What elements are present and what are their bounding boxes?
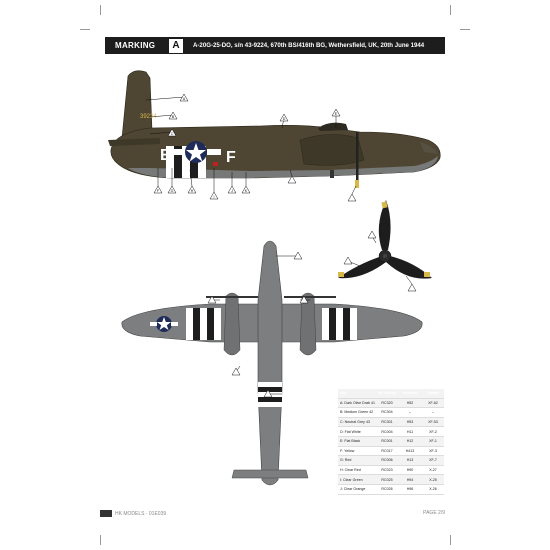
- color-table-cell: H96: [406, 487, 414, 492]
- propeller-detail: [338, 200, 432, 291]
- callout-letter: F: [156, 189, 160, 193]
- marking-letter: A: [169, 39, 183, 53]
- color-table-cell: XF-62: [428, 400, 438, 405]
- page-number: PAGE 2/9: [423, 510, 445, 516]
- color-table-row: [338, 485, 444, 495]
- callout-letter: C: [170, 132, 174, 136]
- color-table-cell: X-25: [429, 477, 437, 482]
- color-table-cell: X-27: [429, 468, 437, 473]
- color-table-cell: A: Dark Olive Drab 41: [340, 400, 375, 405]
- callout-letter: G: [170, 189, 174, 193]
- color-table-cell: H413: [405, 448, 415, 453]
- color-table-row: [338, 466, 444, 476]
- color-table-cell: F: Yellow: [340, 448, 355, 453]
- footer: [100, 510, 445, 520]
- color-table-row: [338, 456, 444, 466]
- color-table-cell: H12: [406, 439, 414, 444]
- section-title: MARKING: [115, 41, 156, 50]
- code-letter-right: F: [226, 149, 236, 166]
- callout-letter: I: [213, 195, 215, 199]
- footer-brand-text: HK MODELS · 01E039: [115, 510, 167, 517]
- color-table-cell: H53: [406, 420, 414, 425]
- color-table-cell: XF-7: [429, 458, 437, 463]
- color-table-cell: B: Medium Green 42: [340, 410, 374, 415]
- color-table-cell: C: Neutral Grey 43: [340, 420, 370, 425]
- hk-logo-icon: [100, 510, 112, 517]
- color-table-row: [338, 399, 444, 409]
- color-table-row: [338, 437, 444, 447]
- color-table-cell: H13: [406, 458, 414, 463]
- marking-caption: A-20G-25-DO, s/n 43-9224, 670th BS/416th BG, Wethersfield, UK, 20th June 1944: [193, 42, 425, 49]
- color-table-cell: RC017: [381, 448, 393, 453]
- color-table-row: [338, 427, 444, 437]
- callout-letter: K: [244, 189, 248, 193]
- callout-letter: D: [282, 117, 286, 121]
- color-table-cell: XF-1: [429, 439, 437, 444]
- color-table-cell: XF-2: [429, 429, 437, 434]
- color-table-cell: XF-3: [429, 448, 437, 453]
- color-table-row: [338, 408, 444, 418]
- header-mr-hobby: Mr. Hobby: [378, 391, 396, 396]
- color-table-row: [338, 475, 444, 485]
- color-table-cell: X-26: [429, 487, 437, 492]
- color-table-cell: H94: [406, 477, 414, 482]
- color-table-cell: RC006: [381, 458, 393, 463]
- color-table-cell: XF-53: [428, 420, 438, 425]
- callout-letter: H: [190, 189, 194, 193]
- color-table-cell: RC001: [381, 439, 393, 444]
- color-table-cell: H52: [406, 400, 414, 405]
- color-table-cell: H: Clear Red: [340, 468, 361, 473]
- color-table-cell: J: Clear Orange: [340, 487, 366, 492]
- color-table-cell: RC301: [381, 420, 393, 425]
- color-table-cell: –: [432, 410, 434, 415]
- color-table-cell: RC320: [381, 400, 393, 405]
- color-table-header: [338, 389, 444, 399]
- color-table-cell: I: Clear Green: [340, 477, 363, 482]
- color-table-cell: E: Flat Black: [340, 439, 361, 444]
- color-table: [338, 389, 444, 495]
- color-table-row: [338, 418, 444, 428]
- color-table-cell: –: [409, 410, 411, 415]
- callout-letter: A: [182, 97, 186, 101]
- callout-letter: E: [334, 112, 338, 116]
- color-table-cell: RC304: [381, 410, 393, 415]
- header-key: Key: [340, 391, 347, 396]
- footer-brand: [100, 510, 166, 517]
- color-table-cell: RC023: [381, 468, 393, 473]
- color-table-cell: H90: [406, 468, 414, 473]
- color-table-cell: H11: [406, 429, 414, 434]
- color-table-cell: G: Red: [340, 458, 352, 463]
- header-tamiya: Tamiya: [426, 391, 440, 396]
- color-table-row: [338, 447, 444, 457]
- color-table-cell: RC026: [381, 487, 393, 492]
- color-table-cell: RC004: [381, 429, 393, 434]
- tail-number: 39224: [140, 114, 157, 120]
- callout-letter: B: [171, 115, 175, 119]
- color-table-cell: RC025: [381, 477, 393, 482]
- header-humbrol: Humbrol: [402, 391, 418, 396]
- code-letter-left: E: [160, 147, 171, 164]
- callout-letter: J: [231, 189, 233, 193]
- color-table-cell: D: Flat White: [340, 429, 361, 434]
